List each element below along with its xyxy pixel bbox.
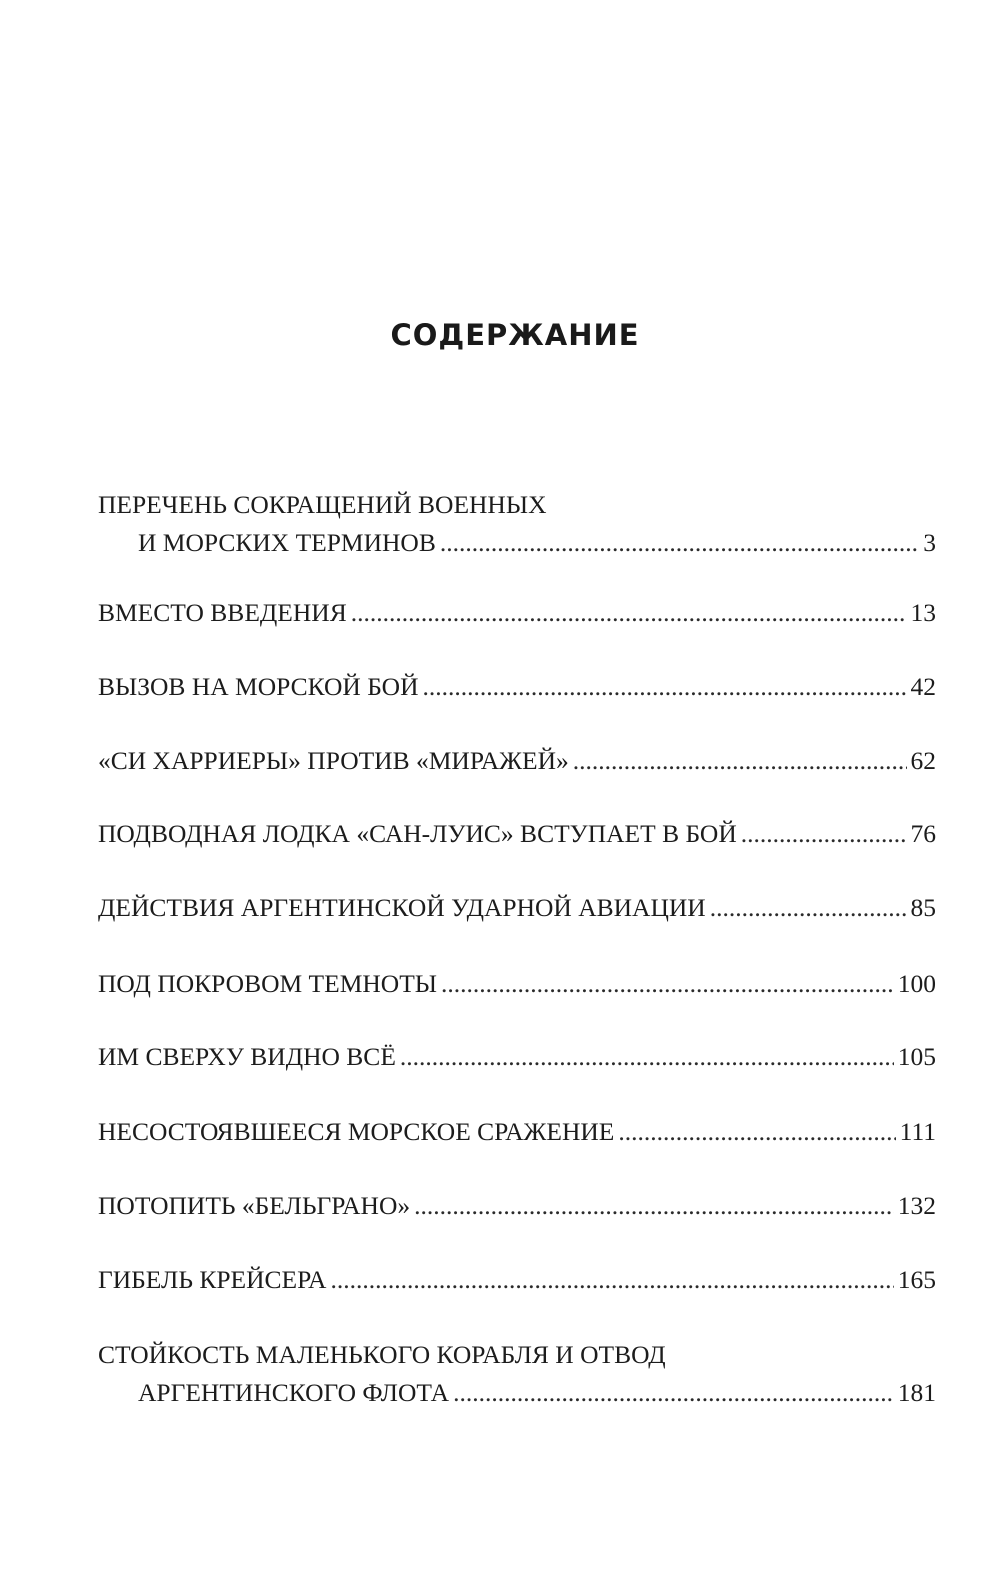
toc-entry-line	[98, 1374, 936, 1412]
toc-entry-line	[98, 524, 936, 562]
toc-entry-line	[98, 486, 936, 524]
table-of-contents	[98, 0, 936, 1587]
toc-entry	[98, 1113, 936, 1151]
toc-page-number: 76	[910, 819, 936, 848]
toc-entry-title: СТОЙКОСТЬ МАЛЕНЬКОГО КОРАБЛЯ И ОТВОД	[98, 1340, 666, 1369]
toc-page-number: 181	[897, 1378, 936, 1407]
dot-leader	[741, 815, 907, 853]
toc-entry	[98, 486, 936, 562]
dot-leader	[710, 889, 907, 927]
toc-entry-title-continued: АРГЕНТИНСКОГО ФЛОТА	[138, 1378, 450, 1407]
toc-entry-title-continued: И МОРСКИХ ТЕРМИНОВ	[138, 528, 436, 557]
dot-leader	[573, 742, 907, 780]
dot-leader	[400, 1038, 894, 1076]
dot-leader	[414, 1187, 894, 1225]
dot-leader	[330, 1261, 893, 1299]
toc-page-number: 13	[910, 598, 936, 627]
dot-leader	[453, 1374, 894, 1412]
toc-entry	[98, 742, 936, 780]
toc-page-number: 85	[910, 893, 936, 922]
toc-entry-title: ПЕРЕЧЕНЬ СОКРАЩЕНИЙ ВОЕННЫХ	[98, 490, 547, 519]
toc-entry	[98, 889, 936, 927]
toc-entry-title: «СИ ХАРРИЕРЫ» ПРОТИВ «МИРАЖЕЙ»	[98, 746, 569, 775]
toc-entry-title: НЕСОСТОЯВШЕЕСЯ МОРСКОЕ СРАЖЕНИЕ	[98, 1117, 615, 1146]
toc-entry	[98, 965, 936, 1003]
toc-entry-title: ГИБЕЛЬ КРЕЙСЕРА	[98, 1265, 327, 1294]
page-title: СОДЕРЖАНИЕ	[390, 318, 640, 352]
dot-leader	[423, 668, 907, 706]
toc-entry-title: ВЫЗОВ НА МОРСКОЙ БОЙ	[98, 672, 419, 701]
toc-entry-title: ПОДВОДНАЯ ЛОДКА «САН-ЛУИС» ВСТУПАЕТ В БОЙ	[98, 819, 737, 848]
toc-entry	[98, 1261, 936, 1299]
toc-entry	[98, 815, 936, 853]
toc-entry-title: ПОД ПОКРОВОМ ТЕМНОТЫ	[98, 969, 438, 998]
toc-entry	[98, 1038, 936, 1076]
toc-page-number: 100	[897, 969, 936, 998]
toc-page-number: 111	[899, 1117, 936, 1146]
toc-page-number: 165	[897, 1265, 936, 1294]
toc-entry-title: ВМЕСТО ВВЕДЕНИЯ	[98, 598, 347, 627]
toc-entry	[98, 594, 936, 632]
dot-leader	[618, 1113, 895, 1151]
toc-page-number: 105	[897, 1042, 936, 1071]
dot-leader	[440, 524, 919, 562]
toc-page-number: 132	[897, 1191, 936, 1220]
toc-page-number: 42	[910, 672, 936, 701]
toc-entry-line	[98, 1336, 936, 1374]
toc-entry	[98, 668, 936, 706]
toc-page-number: 62	[910, 746, 936, 775]
toc-entry-title: ДЕЙСТВИЯ АРГЕНТИНСКОЙ УДАРНОЙ АВИАЦИИ	[98, 893, 706, 922]
toc-page-number: 3	[923, 528, 936, 557]
toc-entry	[98, 1187, 936, 1225]
toc-entry-title: ИМ СВЕРХУ ВИДНО ВСЁ	[98, 1042, 396, 1071]
toc-entry-title: ПОТОПИТЬ «БЕЛЬГРАНО»	[98, 1191, 411, 1220]
toc-entry	[98, 1336, 936, 1412]
dot-leader	[351, 594, 907, 632]
dot-leader	[441, 965, 894, 1003]
